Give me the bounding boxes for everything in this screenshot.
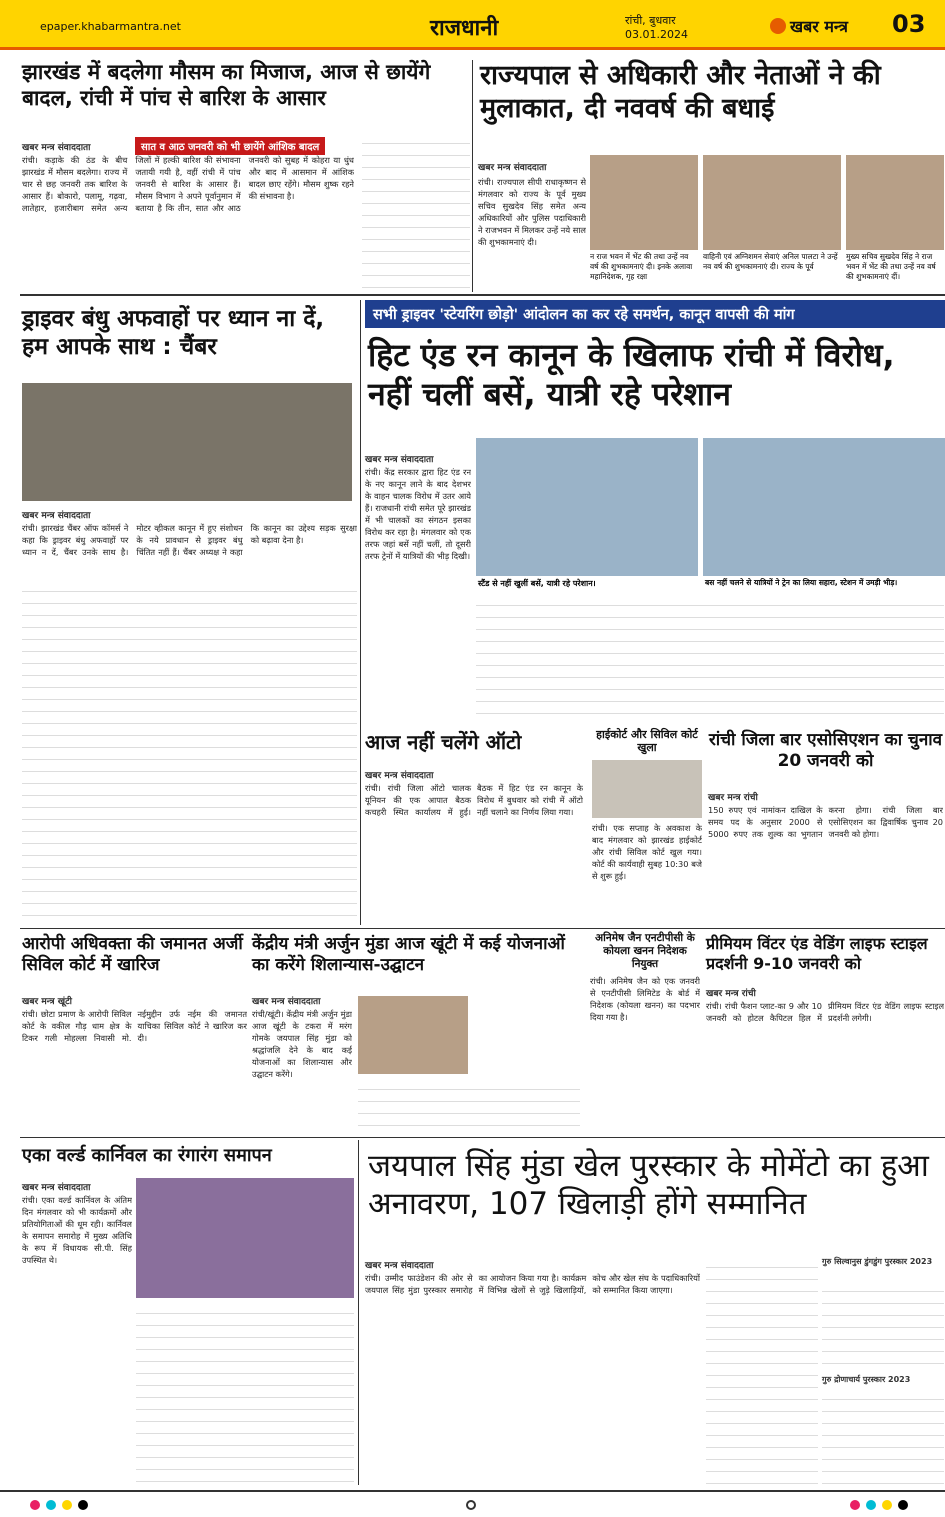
hitrun-station-photo [703,438,945,576]
hitrun-banner: सभी ड्राइवर 'स्टेयरिंग छोड़ो' आंदोलन का कर रहे समर्थन, कानून वापसी की मांग [365,300,945,328]
award-list-head-1: गुरु सिल्वानुस डुंगडुंग पुरस्कार 2023 [822,1257,933,1266]
auto-byline: खबर मन्त्र संवाददाता [365,771,434,781]
city-day: रांची, बुधवार [625,14,676,27]
drivers-byline: खबर मन्त्र संवाददाता [22,511,91,521]
bail-body: रांची। छोटा प्रमाण के आरोपी सिविल कोर्ट के वकील गौड़ धाम क्षेत्र के टिकर गली मोहल्ला निवासी मो. नईमुद्दीन उर्फ नईम की जमानत याचिका सिविल कोर्ट ने खारिज कर दी। [22,1009,247,1043]
page-number: 03 [892,10,926,38]
masthead [0,0,945,50]
governor-caption-2: वाहिनी एवं अग्निशमन सेवाएं अनिल पालटा ने उन्हें नव वर्ष की शुभकामनाएं दी। राज्य के पूर्व [703,252,838,271]
governor-photo-2 [703,155,841,250]
color-register-icon [46,1500,56,1510]
award-list-1 [822,1280,944,1370]
brand-name: खबर मन्त्र [790,17,848,36]
column-rule [358,1140,359,1485]
expo-byline: खबर मन्त्र रांची [706,989,756,999]
drivers-body-cont [22,580,357,920]
ntpc-headline: अनिमेष जैन एनटीपीसी के कोयला खनन निदेशक नियुक्त [595,932,695,970]
hitrun-bus-stand-photo [476,438,698,576]
award-list-head-2: गुरु द्रोणाचार्य पुरस्कार 2023 [822,1375,911,1384]
bar-headline: रांची जिला बार एसोसिएशन का चुनाव 20 जनवरी को [708,730,943,771]
bail-headline: आरोपी अधिवक्ता की जमानत अर्जी सिविल कोर्ट में खारिज [22,934,243,975]
governor-photo-3 [846,155,944,250]
weather-body-cont [362,132,470,290]
award-byline: खबर मन्त्र संवाददाता [365,1261,434,1271]
section-title: राजधानी [430,16,499,41]
weather-headline: झारखंड में बदलेगा मौसम का मिजाज, आज से छायेंगे बादल, रांची में पांच से बारिश के आसार [22,60,431,110]
column-rule [360,300,361,925]
munda-body-cont [358,1078,580,1133]
highcourt-headline: हाईकोर्ट और सिविल कोर्ट खुला [596,728,698,755]
expo-body: रांची। रांची फैशन प्लाट-का 9 और 10 जनवरी को होटल कैपिटल हिल में प्रीमियम विंटर एंड वेडिंग लाइफ स्टाइल प्रदर्शनी लगेगी। [706,1001,944,1023]
auto-body: रांची। रांची जिला ऑटो चालक यूनियन की एक आपात बैठक कचहरी स्थित कार्यालय में हुई। बैठक में हिट एंड रन कानून के विरोध में बुधवार को रांची में ऑटो नहीं चलाने का निर्णय लिया गया। [365,783,583,817]
munda-byline: खबर मन्त्र संवाददाता [252,997,321,1007]
bail-byline: खबर मन्त्र खूंटी [22,997,72,1007]
expo-headline: प्रीमियम विंटर एंड वेडिंग लाइफ स्टाइल प्रदर्शनी 9-10 जनवरी को [706,934,928,973]
carnival-headline: एका वर्ल्ड कार्निवल का रंगारंग समापन [22,1145,272,1166]
governor-body: रांची। राज्यपाल सीपी राधाकृष्णन से मंगलवार को राज्य के पूर्व मुख्य सचिव सुखदेव सिंह समेत अन्य अधिकारियों और पुलिस पदाधिकारी ने राजभवन में मिलकर उन्हें नये साल की शुभकामनाएं दी। [478,177,586,247]
award-body: रांची। उम्मीद फाउंडेशन की ओर से जयपाल सिंह मुंडा पुरस्कार समारोह का आयोजन किया गया है। कार्यक्रम में विभिन्न खेलों से जुड़े खिलाड़ियों, कोच और खेल संघ के पदाधिकारियों को सम्मानित किया जाएगा। [365,1273,700,1295]
color-register-icon [62,1500,72,1510]
color-register-icon [898,1500,908,1510]
weather-subhead: सात व आठ जनवरी को भी छायेंगे आंशिक बादल [135,137,325,155]
drivers-meeting-photo [22,383,352,501]
auto-headline: आज नहीं चलेंगे ऑटो [365,730,522,754]
edition-date [625,14,688,42]
ntpc-body: रांची। अनिमेष जैन को एक जनवरी से एनटीपीसी लिमिटेड के बोर्ड में निदेशक (कोयला खनन) का पदभार दिया गया है। [590,976,700,1022]
drivers-body: रांची। झारखंड चैंबर ऑफ कॉमर्स ने कहा कि ड्राइवर बंधु अफवाहों पर ध्यान न दें, चैंबर उनके साथ है। मोटर व्हीकल कानून में हुए संशोधन के नये प्रावधान से ड्राइवर बंधु चिंतित नहीं हैं। चैंबर अध्यक्ष ने कहा कि कानून का उद्देश्य सड़क सुरक्षा को बढ़ावा देना है। [22,523,357,557]
crosshair-icon [466,1500,476,1510]
munda-body: रांची/खूंटी। केंद्रीय मंत्री अर्जुन मुंडा आज खूंटी के टकरा में मरंग गोमके जयपाल सिंह मुंडा को श्रद्धांजलि देने के बाद कई योजनाओं का शिलान्यास और उद्घाटन करेंगे। [252,1009,352,1079]
color-register-icon [30,1500,40,1510]
award-list-2 [822,1388,944,1484]
hitrun-body-cont [476,594,944,714]
hitrun-body: रांची। केंद्र सरकार द्वारा हिट एंड रन के नए कानून लाने के बाद देशभर के वाहन चालक विरोध में उतर आये हैं। राजधानी रांची समेत पूरे झारखंड में भी चालकों का संगठन इसका विरोध कर रहा है। मंगलवार को एक तरफ जहां बसें नहीं चलीं, तो दूसरी तरफ ट्रेनों में यात्रियों की भीड़ दिखी। [365,467,471,561]
hitrun-headline: हिट एंड रन कानून के खिलाफ रांची में विरोध, नहीं चलीं बसें, यात्री रहे परेशान [368,336,895,414]
date-value: 03.01.2024 [625,28,688,41]
governor-caption-1: न राज भवन में भेंट की तथा उन्हें नव वर्ष की शुभकामनाएं दी। इनके अलावा महानिदेशक, गृह रक्षा [590,252,693,281]
bar-byline: खबर मन्त्र रांची [708,793,758,803]
drivers-headline: ड्राइवर बंधु अफवाहों पर ध्यान ना दें, हम आपके साथ : चैंबर [22,306,325,361]
governor-byline: खबर मन्त्र संवाददाता [478,163,547,173]
page-footer [0,1490,945,1517]
governor-caption-3: मुख्य सचिव सुखदेव सिंह ने राज भवन में भेंट की तथा उन्हें नव वर्ष की शुभकामनाएं दीं। [846,252,936,281]
column-rule [472,60,473,292]
color-register-icon [882,1500,892,1510]
governor-headline: राज्यपाल से अधिकारी और नेताओं ने की मुलाकात, दी नववर्ष की बधाई [480,60,881,124]
munda-portrait [358,996,468,1074]
carnival-body: रांची। एका वर्ल्ड कार्निवल के अंतिम दिन मंगलवार को भी कार्यक्रमों और प्रतियोगिताओं की धूम रही। कार्निवल के समापन समारोह में मुख्य अतिथि के रूप में विधायक सी.पी. सिंह उपस्थित थे। [22,1195,132,1265]
color-register-icon [850,1500,860,1510]
weather-byline: खबर मन्त्र संवाददाता [22,143,91,153]
section-divider [20,294,945,296]
epaper-url[interactable]: epaper.khabarmantra.net [40,20,181,33]
brand-logo-icon [770,18,786,34]
section-divider [20,1137,945,1138]
award-body-cont [706,1256,818,1484]
highcourt-photo [592,760,702,818]
weather-body: रांची। कड़ाके की ठंड के बीच झारखंड में मौसम बदलेगा। राज्य में चार से छह जनवरी तक बारिश के आसार हैं। बोकारो, पलामू, गढ़वा, लातेहार, हजारीबाग समेत अन्य जिलों में हल्की बारिश की संभावना जतायी गयी है, वहीं रांची में पांच जनवरी से बारिश के आसार हैं। मौसम विभाग ने अपने पूर्वानुमान में बताया है कि तीन, सात और आठ जनवरी को सुबह में कोहरा या धुंध और बाद में आसमान में आंशिक बादल छाए रहेंगे। मौसम शुष्क रहने की संभावना है। [22,155,354,213]
carnival-group-photo [136,1178,354,1298]
color-register-icon [866,1500,876,1510]
bar-body: 150 रुपए एवं नामांकन दाखिल के समय पद के अनुसार 2000 से 5000 रुपए तक शुल्क का भुगतान करना होगा। रांची जिला बार एसोसिएशन का द्विवार्षिक चुनाव 20 जनवरी को होगा। [708,805,943,839]
carnival-byline: खबर मन्त्र संवाददाता [22,1183,91,1193]
section-divider [20,928,945,929]
award-headline: जयपाल सिंह मुंडा खेल पुरस्कार के मोमेंटो का हुआ अनावरण, 107 खिलाड़ी होंगे सम्मानित [368,1148,929,1222]
hitrun-caption-left: स्टैंड से नहीं खुलीं बसें, यात्री रहे परेशान। [478,579,596,588]
munda-headline: केंद्रीय मंत्री अर्जुन मुंडा आज खूंटी में कई योजनाओं का करेंगे शिलान्यास-उद्घाटन [252,934,565,975]
carnival-body-cont [136,1302,354,1484]
governor-photo-1 [590,155,698,250]
hitrun-byline: खबर मन्त्र संवाददाता [365,455,434,465]
highcourt-body: रांची। एक सप्ताह के अवकाश के बाद मंगलवार को झारखंड हाईकोर्ट और रांची सिविल कोर्ट खुल गया। कोर्ट की कार्यवाही सुबह 10:30 बजे से शुरू हुई। [592,823,702,881]
hitrun-caption-right: बस नहीं चलने से यात्रियों ने ट्रेन का लिया सहारा, स्टेशन में उमड़ी भीड़। [705,578,898,587]
color-register-icon [78,1500,88,1510]
